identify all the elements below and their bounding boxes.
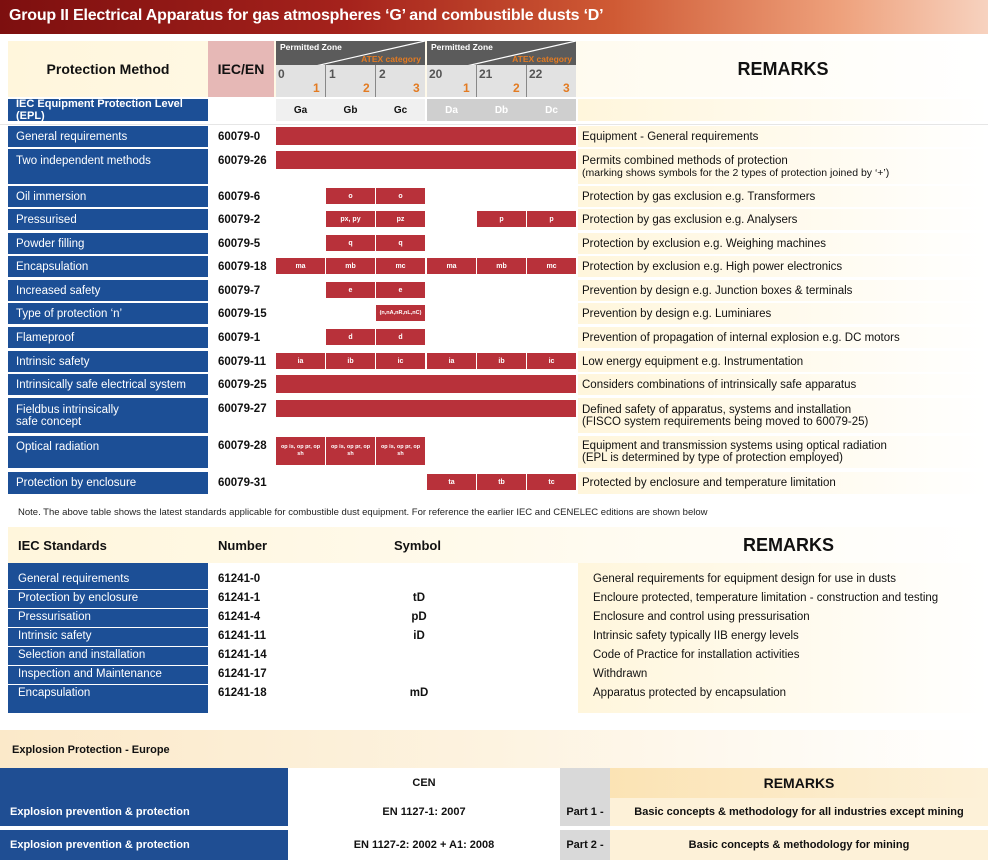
epl-db: Db [494,104,509,116]
remark-type-n [578,303,988,324]
remarks-header: REMARKS [737,58,829,79]
table2-number: 61241-17 [218,668,267,680]
table2-symbol: mD [409,687,429,699]
iec-general: 60079-0 [218,130,261,143]
zone-cells-gas-bg [276,65,425,97]
method-intrinsic-safety: Intrinsic safety [8,351,208,372]
header-symbol: Symbol [394,538,441,553]
category-1-gas: 1 [313,81,320,95]
section3-left-head [0,768,288,798]
remark-text: Considers combinations of intrinsically safe apparatus [582,378,857,391]
remark-text: Protection by gas exclusion e.g. Analysers [582,213,798,226]
row-separator [0,124,988,125]
zone-21: 21 [479,67,493,81]
iec-two-independent: 60079-26 [218,155,267,167]
remark-increased-safety [578,280,988,301]
method-fieldbus-line1: Fieldbus intrinsically [16,403,119,416]
remark-fieldbus [578,398,988,433]
cell-intrinsic-gb: ib [326,353,375,369]
remark-text: Prevention by design e.g. Junction boxes & terminals [582,284,853,297]
method-is-system: Intrinsically safe electrical system [8,374,208,395]
cell-enclosure-da: ta [427,474,476,490]
method-enclosure: Protection by enclosure [8,472,208,494]
cell-optical-gb: op is, op pr, op sh [326,437,375,465]
table2-remark: Encloure protected, temperature limitation - construction and testing [593,592,939,604]
header-number: Number [218,538,268,553]
cell-pressurised-dc: p [527,211,576,227]
page-title: Group II Electrical Apparatus for gas atmospheres ‘G’ and combustible dusts ‘D’ [9,7,604,24]
epl-gc: Gc [393,104,408,116]
cell-pressurised-gb: px, py [326,211,375,227]
section3-row-label: Explosion prevention & protection [0,830,288,860]
iec-pressurised: 60079-2 [218,213,261,226]
method-fieldbus-line2: safe concept [16,415,82,428]
method-flameproof: Flameproof [8,327,208,348]
section3-row-remark: Basic concepts & methodology for all industries except mining [610,798,988,826]
table2-standard: Selection and installation [18,649,146,661]
remark-optical [578,436,988,468]
section3-row-part: Part 2 - [560,830,610,860]
cell-is-system-all [276,375,576,393]
method-general: General requirements [8,126,208,147]
section3-row-cen: EN 1127-2: 2002 + A1: 2008 [353,839,495,851]
epl-ga: Ga [293,104,308,116]
atex-category-label: ATEX category [512,54,572,64]
cell-encap-gc: mc [376,258,425,274]
cell-type-n-gc: (n,nA,nR,nL,nC) [376,305,425,321]
table2-symbol: pD [411,611,427,623]
table2-standard: Intrinsic safety [18,630,92,642]
section3-row-cen: EN 1127-1: 2007 [382,806,466,818]
cell-oil-gb: o [326,188,375,204]
remark-enclosure [578,472,988,494]
table2-number: 61241-1 [218,592,261,604]
remark-is-system [578,374,988,395]
epl-remark-bg [578,99,988,121]
category-3-dust: 3 [563,81,570,95]
remark-text: Equipment - General requirements [582,130,759,143]
table2-number: 61241-14 [218,649,267,661]
epl-dc: Dc [545,104,558,116]
remark-intrinsic-safety [578,351,988,372]
table2-header-bg [8,527,988,563]
cell-flameproof-gc: d [376,329,425,345]
section3-row-remark: Basic concepts & methodology for mining [610,830,988,860]
epl-label: IEC Equipment Protection Level (EPL) [8,99,208,121]
table2-row-separator [8,608,208,609]
remark-text: Equipment and transmission systems using optical radiation [582,440,887,452]
remark-oil [578,186,988,207]
remark-general [578,126,988,147]
cell-encap-da: ma [427,258,476,274]
category-2-dust: 2 [513,81,520,95]
cell-intrinsic-ga: ia [276,353,325,369]
remark-text: Protected by enclosure and temperature limitation [582,477,836,489]
permitted-zone-label: Permitted Zone [431,42,493,52]
cell-pressurised-db: p [477,211,526,227]
category-3-gas: 3 [413,81,420,95]
cell-intrinsic-dc: ic [527,353,576,369]
table2-row-separator [8,684,208,685]
method-two-independent: Two independent methods [8,149,208,184]
zone-divider [526,65,527,97]
permitted-zone-label: Permitted Zone [280,42,342,52]
remark-text: Permits combined methods of protection [582,154,788,167]
table2-remark: Code of Practice for installation activities [593,649,800,661]
method-fieldbus [8,398,208,433]
table2-standard: Pressurisation [18,611,91,623]
section3-cen-head: CEN [412,777,436,789]
table-note: Note. The above table shows the latest standards applicable for combustible dust equipment. For reference the earlier IEC and CENELEC editions are shown below [18,507,708,518]
epl-da: Da [445,104,458,116]
epl-gb: Gb [343,104,358,116]
remark-text: Protection by exclusion e.g. High power electronics [582,260,843,273]
iec-intrinsic-safety: 60079-11 [218,355,266,368]
table2-number: 61241-11 [218,630,266,642]
remark-encapsulation [578,256,988,277]
zone-cells-dust-bg [427,65,576,97]
cell-incsafety-gb: e [326,282,375,298]
zone-2: 2 [379,67,386,81]
iec-encapsulation: 60079-18 [218,260,267,273]
table2-remarks-header: REMARKS [743,535,835,555]
table2-standard: Protection by enclosure [18,592,139,604]
section3-remarks-head: REMARKS [610,768,988,798]
method-optical: Optical radiation [8,436,208,468]
iec-fieldbus: 60079-27 [218,403,267,415]
method-powder-filling: Powder filling [8,233,208,254]
cell-incsafety-gc: e [376,282,425,298]
zone-1: 1 [329,67,336,81]
cell-intrinsic-da: ia [427,353,476,369]
header-iec-standards: IEC Standards [18,538,107,553]
table2-symbol: tD [412,592,426,604]
table2-number: 61241-4 [218,611,261,623]
iec-type-n: 60079-15 [218,307,267,320]
iec-flameproof: 60079-1 [218,331,261,344]
remark-subtext: (marking shows symbols for the 2 types of protection joined by ‘+’) [582,166,890,179]
zone-divider [375,65,376,97]
table2-remark: Withdrawn [593,668,648,680]
method-oil-immersion: Oil immersion [8,186,208,207]
zone-20: 20 [429,67,443,81]
table2-remark: Enclosure and control using pressurisation [593,611,810,623]
zone-22: 22 [529,67,543,81]
cell-two-independent-all [276,151,576,169]
cell-encap-gb: mb [326,258,375,274]
remark-text: Prevention by design e.g. Luminiares [582,307,772,320]
section3-row-label: Explosion prevention & protection [0,798,288,826]
remark-text: Low energy equipment e.g. Instrumentation [582,355,804,368]
section3-row-part: Part 1 - [566,806,604,818]
zone-divider [325,65,326,97]
method-increased-safety: Increased safety [8,280,208,301]
table2-standard: General requirements [18,573,130,585]
category-1-dust: 1 [463,81,470,95]
table2-symbol: iD [413,630,425,642]
cell-flameproof-gb: d [326,329,375,345]
remark-text: Protection by exclusion e.g. Weighing machines [582,237,826,250]
table2-remark: General requirements for equipment design for use in dusts [593,573,896,585]
remark-flameproof [578,327,988,348]
section3-title: Explosion Protection - Europe [12,744,170,756]
header-iec-en: IEC/EN [208,41,274,97]
zone-0: 0 [278,67,285,81]
cell-enclosure-dc: tc [527,474,576,490]
table2-number: 61241-18 [218,687,267,699]
table2-row-separator [8,646,208,647]
cell-encap-dc: mc [527,258,576,274]
method-type-n: Type of protection ‘n’ [8,303,208,324]
category-2-gas: 2 [363,81,370,95]
table2-remark: Intrinsic safety typically IIB energy levels [593,630,799,642]
cell-encap-db: mb [477,258,526,274]
title-banner [0,0,988,34]
remark-two-independent [578,149,988,184]
remark-subtext: (FISCO system requirements being moved to 60079-25) [582,415,869,428]
table2-standard: Inspection and Maintenance [18,668,162,680]
remark-text: Defined safety of apparatus, systems and installation [582,403,852,416]
cell-oil-gc: o [376,188,425,204]
remark-text: Prevention of propagation of internal explosion e.g. DC motors [582,331,900,344]
iec-powder-filling: 60079-5 [218,237,261,250]
table2-row-separator [8,627,208,628]
zone-divider [476,65,477,97]
cell-general-all [276,127,576,145]
cell-intrinsic-gc: ic [376,353,425,369]
cell-optical-ga: op is, op pr, op sh [276,437,325,465]
remark-text: Protection by gas exclusion e.g. Transformers [582,190,816,203]
iec-increased-safety: 60079-7 [218,284,261,297]
remark-powder [578,233,988,254]
method-encapsulation: Encapsulation [8,256,208,277]
atex-category-label: ATEX category [361,54,421,64]
table2-number: 61241-0 [218,573,261,585]
cell-encap-ga: ma [276,258,325,274]
remark-subtext: (EPL is determined by type of protection employed) [582,452,844,464]
iec-enclosure: 60079-31 [218,477,267,489]
method-pressurised: Pressurised [8,209,208,230]
cell-powder-gc: q [376,235,425,251]
remark-pressurised [578,209,988,230]
cell-fieldbus-all [276,400,576,417]
iec-is-system: 60079-25 [218,378,267,391]
table2-row-separator [8,665,208,666]
table2-row-separator [8,589,208,590]
header-protection-method: Protection Method [46,61,170,77]
cell-enclosure-db: tb [477,474,526,490]
cell-optical-gc: op is, op pr, op sh [376,437,425,465]
table2-remark: Apparatus protected by encapsulation [593,687,787,699]
cell-powder-gb: q [326,235,375,251]
iec-optical: 60079-28 [218,440,267,452]
cell-pressurised-gc: pz [376,211,425,227]
iec-oil-immersion: 60079-6 [218,190,261,203]
table2-standard: Encapsulation [18,687,91,699]
cell-intrinsic-db: ib [477,353,526,369]
